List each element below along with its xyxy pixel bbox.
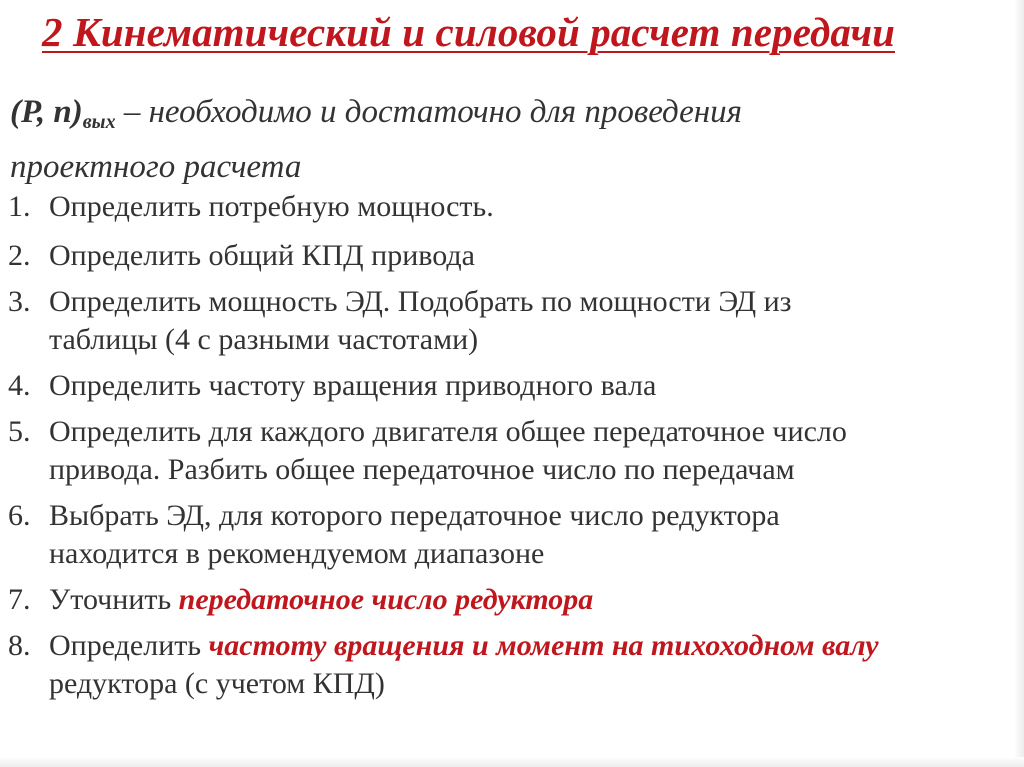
list-item-text-continued: находится в рекомендуемом диапазоне <box>49 537 545 570</box>
list-item-number: 8. <box>8 629 31 662</box>
list-item-text-continued: таблицы (4 с разными частотами) <box>49 323 479 356</box>
list-item-text <box>49 627 1010 665</box>
slide-title: 2 Кинематический и силовой расчет передачи <box>42 9 895 55</box>
list-item-number: 3. <box>8 285 31 318</box>
list-item-text-continued: редуктора (с учетом КПД) <box>49 667 385 700</box>
intro-text-line2: проектного расчета <box>10 149 302 185</box>
slide-edge-shadow-bottom <box>0 757 1024 767</box>
list-item <box>0 237 1010 275</box>
list-item-number: 7. <box>8 583 31 616</box>
list-item <box>0 188 1010 226</box>
list-item-number: 4. <box>8 369 31 402</box>
list-item-text: Определить потребную мощность. <box>49 190 494 223</box>
list-item-text: Определить общий КПД привода <box>49 239 475 272</box>
list-item-text-prefix: Определить <box>49 629 209 662</box>
list-item-highlight: передаточное число редуктора <box>178 583 594 616</box>
list-item <box>0 283 1010 359</box>
list-item-text: Определить для каждого двигателя общее передаточное число <box>49 415 847 448</box>
steps-list <box>0 188 1010 711</box>
list-item-number: 6. <box>8 499 31 532</box>
intro-pn: (P, n) <box>10 94 83 130</box>
list-item-text: Выбрать ЭД, для которого передаточное число редуктора <box>49 499 780 532</box>
list-item <box>0 413 1010 489</box>
list-item-number: 2. <box>8 239 31 272</box>
list-item-text: Определить мощность ЭД. Подобрать по мощности ЭД из <box>49 285 792 318</box>
list-item-text <box>49 581 1010 619</box>
list-item <box>0 627 1010 703</box>
list-item <box>0 367 1010 405</box>
list-item-text-continued: привода. Разбить общее передаточное число по передачам <box>49 453 795 486</box>
intro-pn-subscript: вых <box>82 111 116 133</box>
intro-paragraph <box>10 90 960 190</box>
list-item-highlight: частоту вращения и момент на тихоходном валу <box>208 629 879 662</box>
list-item <box>0 581 1010 619</box>
list-item-number: 5. <box>8 415 31 448</box>
list-item-text-prefix: Уточнить <box>49 583 179 616</box>
intro-text-line1: – необходимо и достаточно для проведения <box>115 94 742 130</box>
slide-edge-shadow-right <box>1014 0 1024 767</box>
list-item <box>0 497 1010 573</box>
list-item-text: Определить частоту вращения приводного вала <box>49 369 657 402</box>
list-item-number: 1. <box>8 190 31 223</box>
